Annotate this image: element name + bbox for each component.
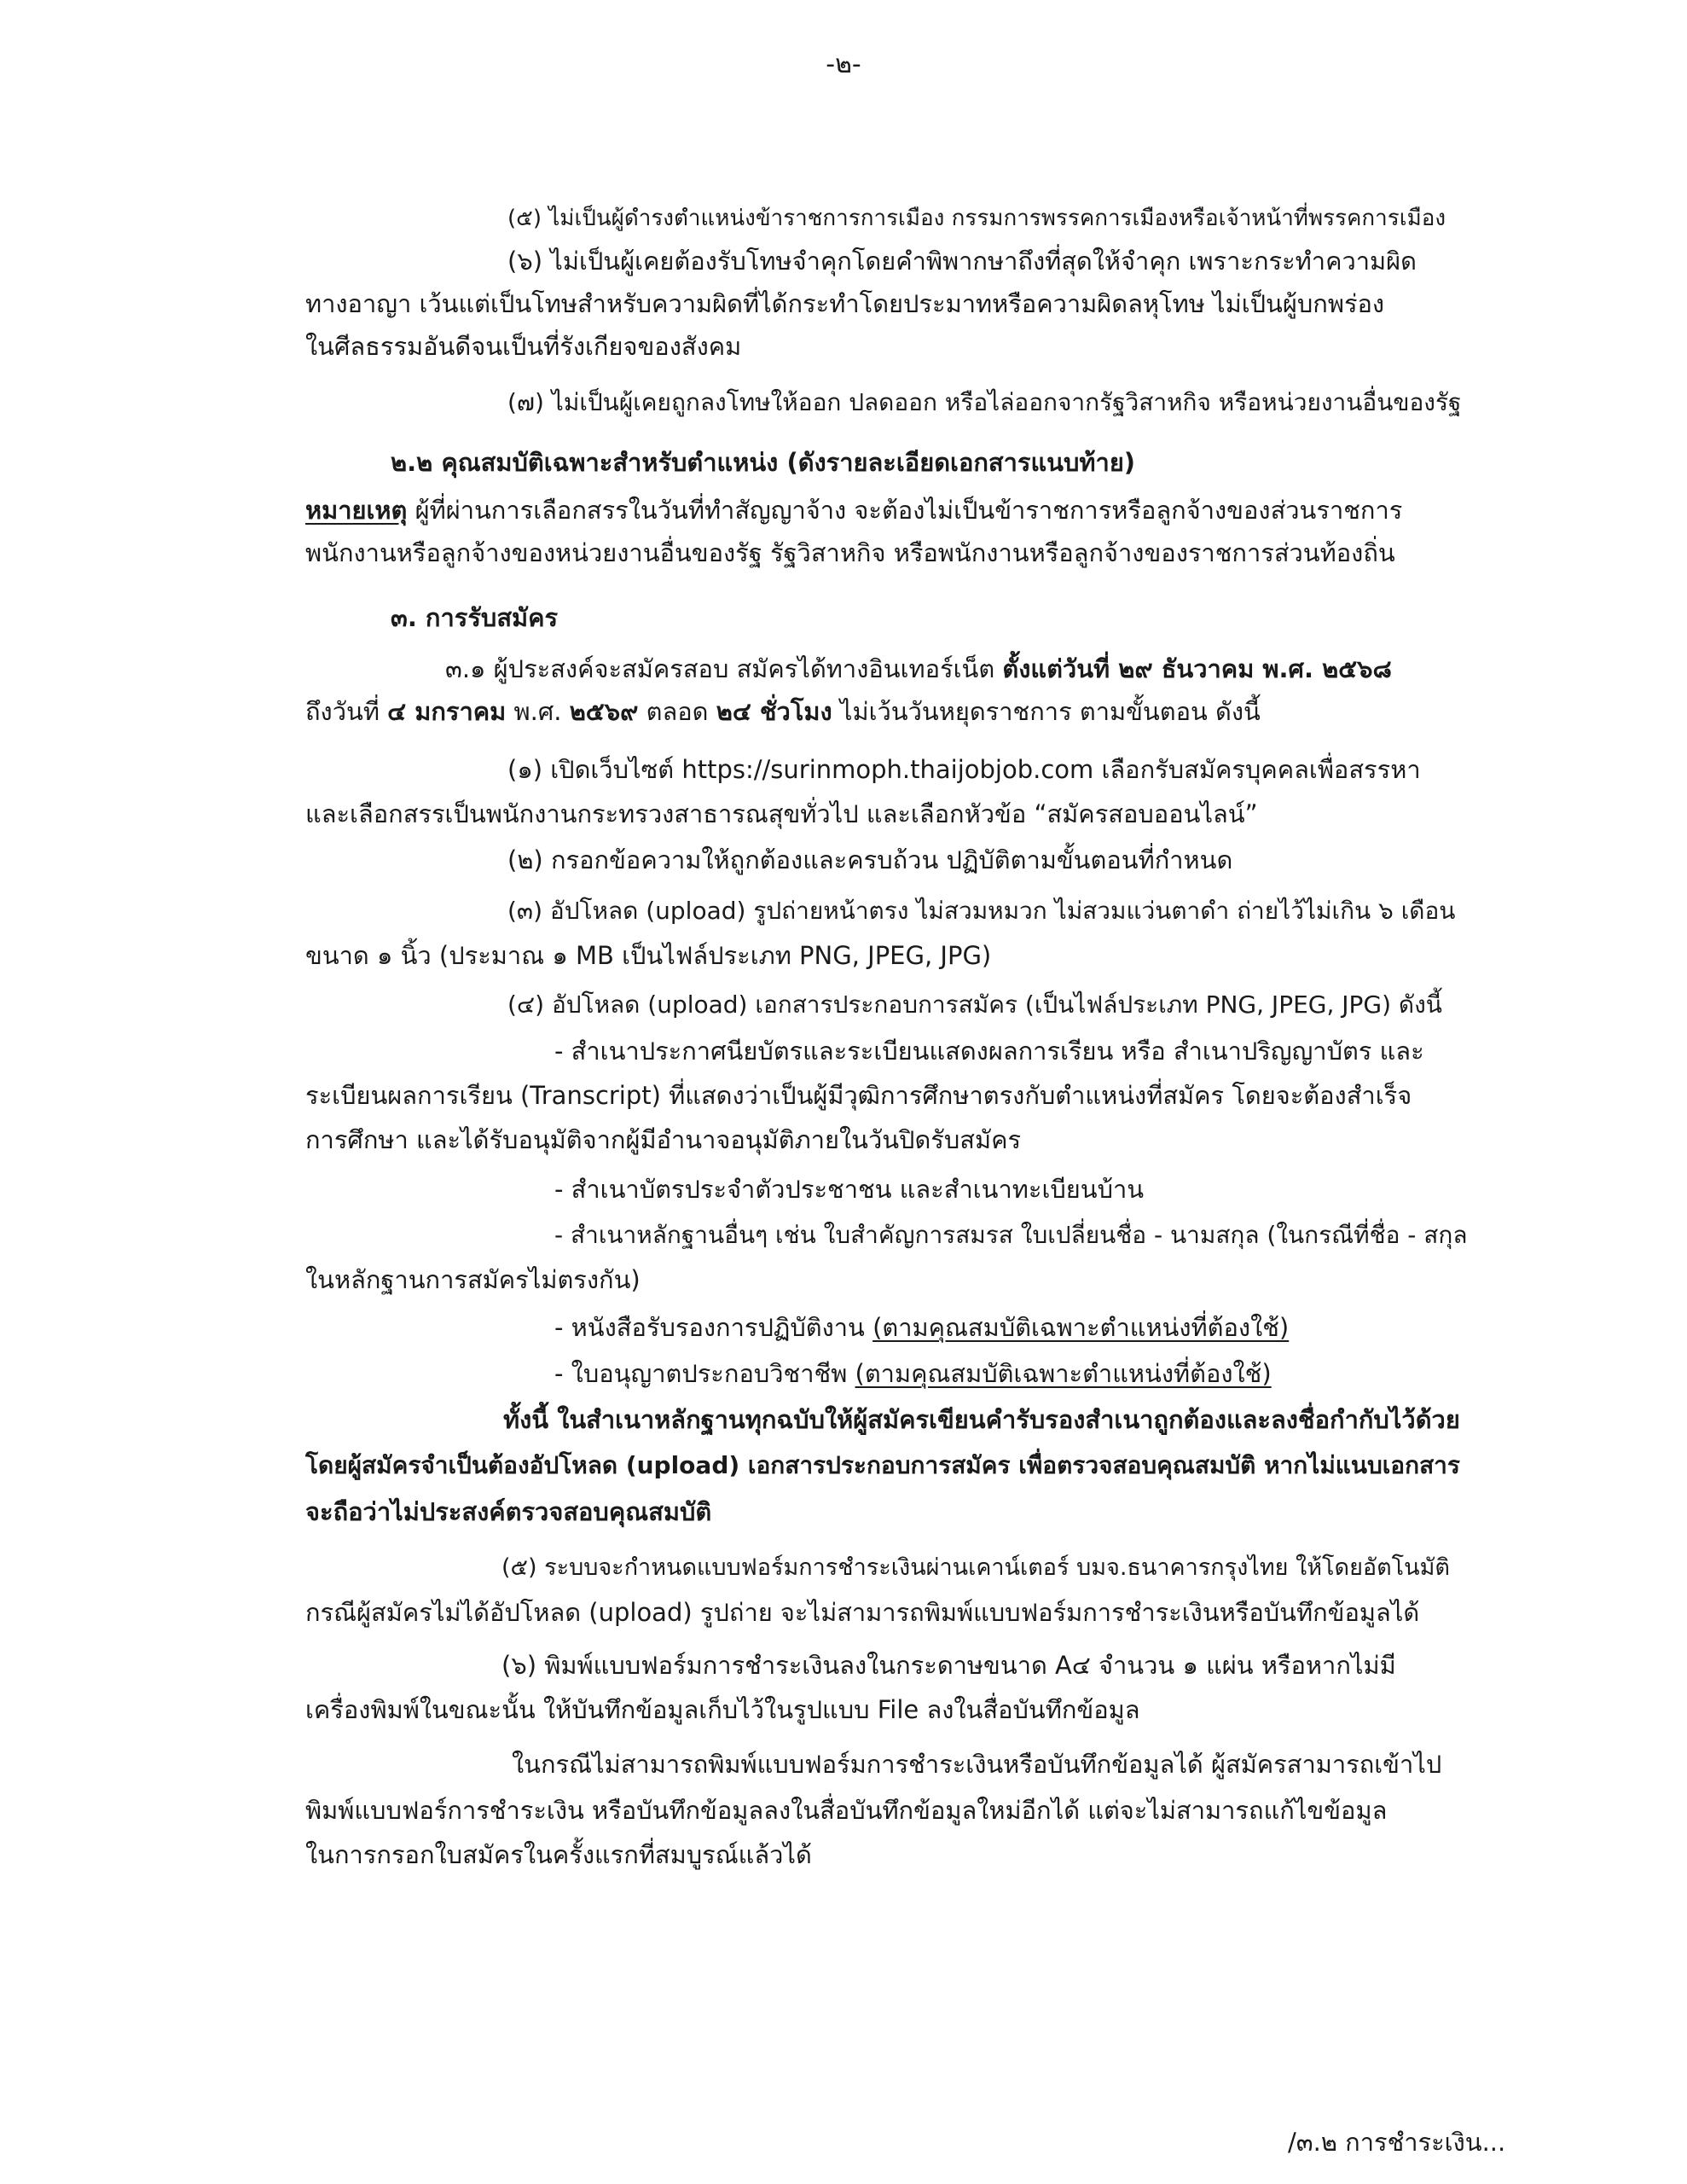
text-line: ในหลักฐานการสมัครไม่ตรงกัน) (305, 1265, 641, 1294)
text-part: ๓.๑ ผู้ประสงค์จะสมัครสอบ สมัครได้ทางอินเทอร์เน็ต (445, 654, 1003, 683)
text-line: (๖) พิมพ์แบบฟอร์มการชำระเงินลงในกระดาษขนาด A๔ จำนวน ๑ แผ่น หรือหากไม่มี (501, 1651, 1396, 1680)
text-part: พ.ศ. (506, 697, 570, 726)
text-line: (๖) ไม่เป็นผู้เคยต้องรับโทษจำคุกโดยคำพิพากษาถึงที่สุดให้จำคุก เพราะกระทำความผิด (507, 247, 1417, 276)
text-line: เครื่องพิมพ์ในขณะนั้น ให้บันทึกข้อมูลเก็บไว้ในรูปแบบ File ลงในสื่อบันทึกข้อมูล (305, 1695, 1140, 1724)
text-line: (๕) ระบบจะกำหนดแบบฟอร์มการชำระเงินผ่านเคาน์เตอร์ บมจ.ธนาคารกรุงไทย ให้โดยอัตโนมัติ (501, 1554, 1450, 1581)
text-line: - สำเนาบัตรประจำตัวประชาชน และสำเนาทะเบียนบ้าน (554, 1175, 1145, 1204)
text-part: - หนังสือรับรองการปฏิบัติงาน (554, 1313, 873, 1342)
text-part: พ.ศ. (1254, 654, 1323, 683)
text-line: (๓) อัปโหลด (upload) รูปถ่ายหน้าตรง ไม่สวมหมวก ไม่สวมแว่นตาดำ ถ่ายไว้ไม่เกิน ๖ เดือน (507, 897, 1456, 925)
text-line: ขนาด ๑ นิ้ว (ประมาณ ๑ MB เป็นไฟล์ประเภท PNG, JPEG, JPG) (305, 941, 992, 970)
text-line: - สำเนาประกาศนียบัตรและระเบียนแสดงผลการเรียน หรือ สำเนาปริญญาบัตร และ (554, 1037, 1424, 1066)
text-part: ตลอด (638, 697, 716, 726)
text-line: (๑) เปิดเว็บไซต์ https://surinmoph.thaijobjob.com เลือกรับสมัครบุคคลเพื่อสรรหา (507, 755, 1421, 784)
text-line: ในการกรอกใบสมัครในครั้งแรกที่สมบูรณ์แล้วได้ (305, 1840, 812, 1869)
note-line (0, 493, 1402, 527)
text-line: (๔) อัปโหลด (upload) เอกสารประกอบการสมัคร (เป็นไฟล์ประเภท PNG, JPEG, JPG) ดังนี้ (507, 990, 1442, 1019)
section-heading: ๒.๒ คุณสมบัติเฉพาะสำหรับตำแหน่ง (ดังรายละเอียดเอกสารแนบท้าย) (391, 448, 1136, 477)
note-label: หมายเหตุ (305, 496, 408, 525)
hours: ๒๔ ชั่วโมง (716, 697, 832, 726)
bold-line: จะถือว่าไม่ประสงค์ตรวจสอบคุณสมบัติ (305, 1497, 712, 1526)
text-line: ระเบียนผลการเรียน (Transcript) ที่แสดงว่าเป็นผู้มีวุฒิการศึกษาตรงกับตำแหน่งที่สมัคร โดยจะต้องสำเร็จ (305, 1081, 1412, 1110)
text-line (0, 1310, 1289, 1345)
text-line: - สำเนาหลักฐานอื่นๆ เช่น ใบสำคัญการสมรส ใบเปลี่ยนชื่อ - นามสกุล (ในกรณีที่ชื่อ - สกุล (554, 1221, 1468, 1249)
text-line: พนักงานหรือลูกจ้างของหน่วยงานอื่นของรัฐ รัฐวิสาหกิจ หรือพนักงานหรือลูกจ้างของราชการส่วนท้องถิ่น (305, 538, 1395, 567)
text-line: ในศีลธรรมอันดีจนเป็นที่รังเกียจของสังคม (305, 332, 742, 361)
year-end: ๒๕๖๙ (569, 697, 639, 726)
text-line: พิมพ์แบบฟอร์การชำระเงิน หรือบันทึกข้อมูลลงในสื่อบันทึกข้อมูลใหม่อีกได้ แต่จะไม่สามารถแก้ไขข้อมูล (305, 1796, 1388, 1825)
date-start: ๒๙ ธันวาคม (1118, 654, 1255, 683)
text-part: ตั้งแต่วันที่ (1002, 654, 1119, 683)
underlined-note: (ตามคุณสมบัติเฉพาะตำแหน่งที่ต้องใช้) (872, 1313, 1290, 1342)
bold-line: โดยผู้สมัครจำเป็นต้องอัปโหลด (upload) เอกสารประกอบการสมัคร เพื่อตรวจสอบคุณสมบัติ หากไม่แนบเอกสาร (305, 1451, 1460, 1479)
text-line: (๕) ไม่เป็นผู้ดำรงตำแหน่งข้าราชการการเมือง กรรมการพรรคการเมืองหรือเจ้าหน้าที่พรรคการเมือง (507, 206, 1446, 231)
text-line: การศึกษา และได้รับอนุมัติจากผู้มีอำนาจอนุมัติภายในวันปิดรับสมัคร (305, 1125, 1022, 1154)
underlined-note: (ตามคุณสมบัติเฉพาะตำแหน่งที่ต้องใช้) (855, 1359, 1272, 1388)
text-line (0, 1356, 1272, 1391)
text-line (0, 652, 1392, 686)
year-start: ๒๕๖๘ (1322, 654, 1392, 683)
text-part: ไม่เว้นวันหยุดราชการ ตามขั้นตอน ดังนี้ (832, 697, 1261, 726)
text-line: (๒) กรอกข้อความให้ถูกต้องและครบถ้วน ปฏิบัติตามขั้นตอนที่กำหนด (507, 845, 1233, 874)
section-heading: ๓. การรับสมัคร (391, 603, 559, 632)
text-line: ในกรณีไม่สามารถพิมพ์แบบฟอร์มการชำระเงินหรือบันทึกข้อมูลได้ ผู้สมัครสามารถเข้าไป (512, 1750, 1442, 1779)
text-part: - ใบอนุญาตประกอบวิชาชีพ (554, 1359, 855, 1388)
page-number: -๒- (826, 49, 861, 79)
continuation-footer: /๓.๒ การชำระเงิน... (1288, 2128, 1506, 2157)
text-line: และเลือกสรรเป็นพนักงานกระทรวงสาธารณสุขทั่วไป และเลือกหัวข้อ “สมัครสอบออนไลน์” (305, 799, 1258, 828)
note-text: ผู้ที่ผ่านการเลือกสรรในวันที่ทำสัญญาจ้าง จะต้องไม่เป็นข้าราชการหรือลูกจ้างของส่วนราชการ (407, 496, 1403, 525)
date-end: ๔ มกราคม (387, 697, 507, 726)
text-line: ทางอาญา เว้นแต่เป็นโทษสำหรับความผิดที่ได้กระทำโดยประมาทหรือความผิดลหุโทษ ไม่เป็นผู้บกพร่อง (305, 289, 1385, 318)
bold-line: ทั้งนี้ ในสำเนาหลักฐานทุกฉบับให้ผู้สมัครเขียนคำรับรองสำเนาถูกต้องและลงชื่อกำกับไว้ด้วย (503, 1405, 1460, 1434)
text-line (0, 694, 1261, 729)
text-part: ถึงวันที่ (305, 697, 388, 726)
text-line: (๗) ไม่เป็นผู้เคยถูกลงโทษให้ออก ปลดออก หรือไล่ออกจากรัฐวิสาหกิจ หรือหน่วยงานอื่นของรัฐ (507, 388, 1462, 416)
text-line: กรณีผู้สมัครไม่ได้อัปโหลด (upload) รูปถ่าย จะไม่สามารถพิมพ์แบบฟอร์มการชำระเงินหรือบันทึกข้อมูลได้ (305, 1598, 1420, 1627)
